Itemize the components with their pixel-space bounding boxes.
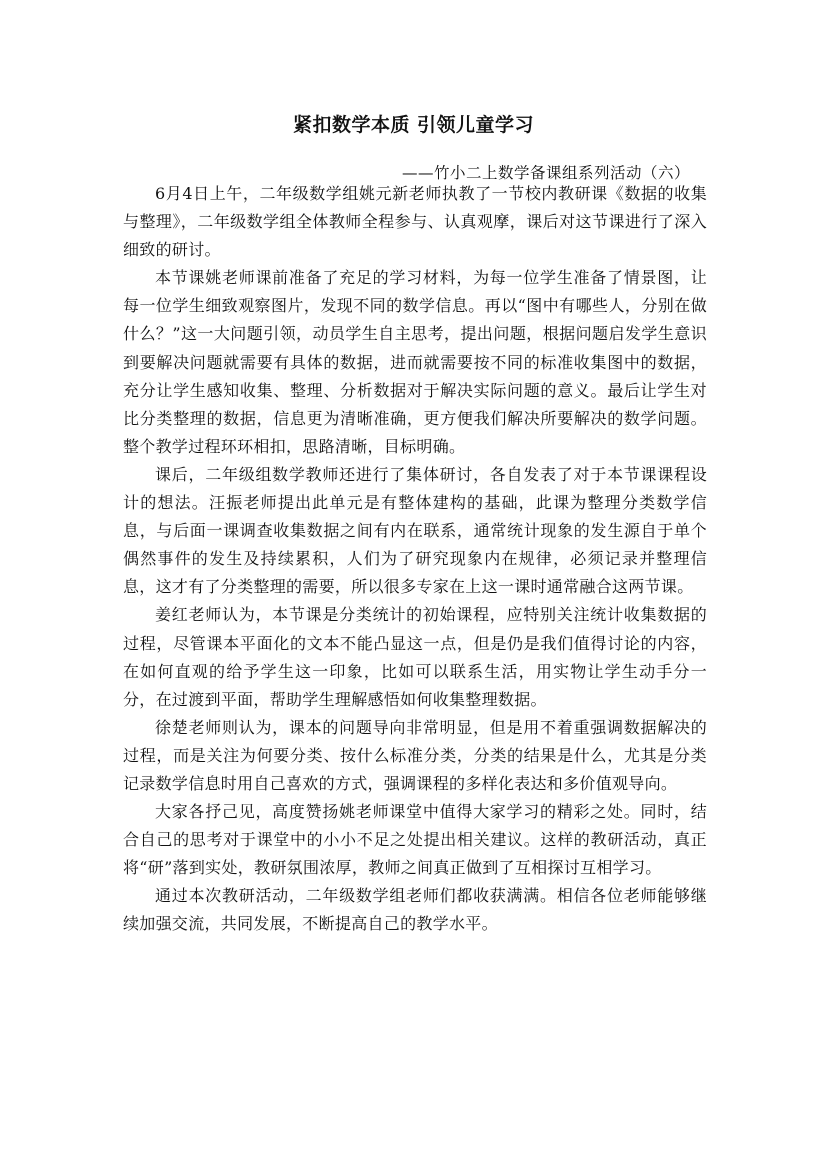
paragraph-4: 姜红老师认为，本节课是分类统计的初始课程，应特别关注统计收集数据的过程，尽管课本平面化的文本不能凸显这一点，但是仍是我们值得讨论的内容，在如何直观的给予学生这一印象，比如可以联系生活，用实物让学生动手分一分，在过渡到平面，帮助学生理解感悟如何收集整理数据。 xyxy=(123,605,707,709)
document-subtitle: ——竹小二上数学备课组系列活动（六） xyxy=(402,164,691,182)
paragraph-3: 课后，二年级组数学教师还进行了集体研讨，各自发表了对于本节课课程设计的想法。汪振老师提出此单元是有整体建构的基础，此课为整理分类数学信息，与后面一课调查收集数据之间有内在联系，通常统计现象的发生源自于单个偶然事件的发生及持续累积，人们为了研究现象内在规律，必须记录并整理信息，这才有了分类整理的需要，所以很多专家在上这一课时通常融合这两节课。 xyxy=(123,464,707,597)
paragraph-6: 大家各抒己见，高度赞扬姚老师课堂中值得大家学习的精彩之处。同时，结合自己的思考对于课堂中的小小不足之处提出相关建议。这样的教研活动，真正将“研”落到实处，教研氛围浓厚，教师之间真正做到了互相探讨互相学习。 xyxy=(123,802,707,878)
paragraph-7: 通过本次教研活动，二年级数学组老师们都收获满满。相信各位老师能够继续加强交流，共同发展，不断提高自己的教学水平。 xyxy=(123,886,707,934)
document-title: 紧扣数学本质 引领儿童学习 xyxy=(292,114,535,136)
paragraph-5: 徐楚老师则认为，课本的问题导向非常明显，但是用不着重强调数据解决的过程，而是关注为何要分类、按什么标准分类，分类的结果是什么，尤其是分类记录数学信息时用自己喜欢的方式，强调课程的多样化表达和多价值观导向。 xyxy=(123,717,707,793)
paragraph-2: 本节课姚老师课前准备了充足的学习材料，为每一位学生准备了情景图，让每一位学生细致观察图片，发现不同的数学信息。再以“图中有哪些人，分别在做什么？”这一大问题引领，动员学生自主思考，提出问题，根据问题启发学生意识到要解决问题就需要有具体的数据，进而就需要按不同的标准收集图中的数据，充分让学生感知收集、整理、分析数据对于解决实际问题的意义。最后让学生对比分类整理的数据，信息更为清晰准确，更方便我们解决所要解决的数学问题。整个教学过程环环相扣，思路清晰，目标明确。 xyxy=(123,268,707,456)
paragraph-1: 6月4日上午，二年级数学组姚元新老师执教了一节校内教研课《数据的收集与整理》，二年级数学组全体教师全程参与、认真观摩，课后对这节课进行了深入细致的研讨。 xyxy=(123,184,707,260)
article-body xyxy=(123,180,707,939)
